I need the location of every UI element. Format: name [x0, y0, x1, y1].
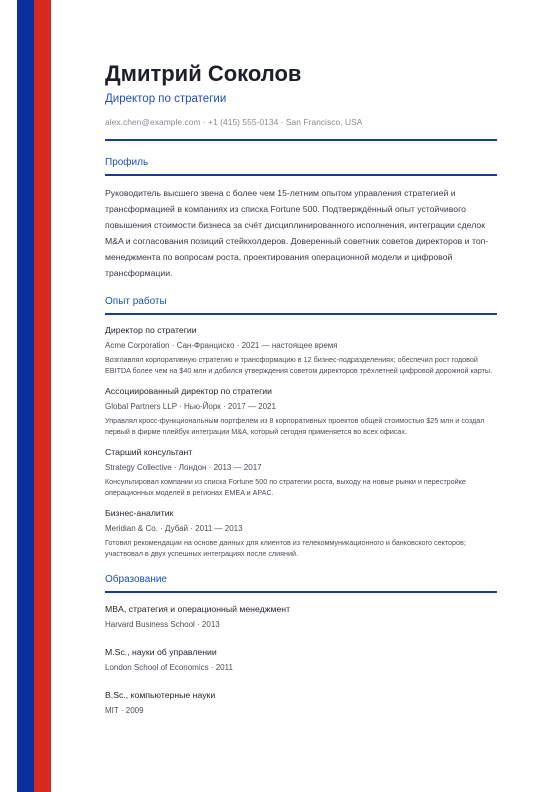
degree-title: MBA, стратегия и операционный менеджмент: [105, 604, 291, 614]
job-meta: Meridian & Co. · Дубай · 2011 — 2013: [105, 524, 243, 533]
job-title: Директор по стратегии: [105, 325, 197, 335]
job-entry: [105, 446, 497, 498]
profile-summary: Руководитель высшего звена с более чем 15-летним опытом управления стратегией и трансформацией в компаниях из списка Fortune 500. Подтверждённый опыт устойчивого повышения стоимости бизнеса за счёт дисциплинированного исполнения, интеграции сделок M&A и согласования позиций стейкхолдеров. Доверенный советник советов директоров и топ-менеджмента по вопросам роста, проектирования операционной модели и цифровой трансформации.: [105, 188, 489, 278]
profile-divider: [105, 174, 497, 176]
education-divider: [105, 591, 497, 593]
contact-line: alex.chen@example.com · +1 (415) 555-0134 · San Francisco, USA: [105, 117, 363, 127]
job-description: Возглавлял корпоративную стратегию и трансформацию в 12 бизнес-подразделениях; обеспечил рост годовой EBITDA более чем на $40 млн и добился утверждения советом директоров трёхлетней цифровой дорожной карты.: [105, 355, 493, 375]
education-entry: [105, 646, 497, 673]
degree-title: M.Sc., науки об управлении: [105, 647, 217, 657]
job-entry: [105, 385, 497, 437]
job-entry: [105, 507, 497, 559]
degree-meta: MIT · 2009: [105, 706, 144, 715]
resume-content: [105, 60, 497, 716]
candidate-name: Дмитрий Соколов: [105, 61, 302, 86]
experience-heading: Опыт работы: [105, 296, 167, 307]
job-meta: Acme Corporation · Сан-Франциско · 2021 — настоящее время: [105, 341, 338, 350]
candidate-title: Директор по стратегии: [105, 93, 227, 105]
job-description: Готовил рекомендации на основе данных для клиентов из телекоммуникационного и банковского секторов; участвовал в двух успешных интеграциях после слияний.: [105, 538, 466, 558]
education-heading: Образование: [105, 574, 167, 585]
degree-title: B.Sc., компьютерные науки: [105, 690, 216, 700]
job-title: Ассоциированный директор по стратегии: [105, 386, 272, 396]
job-meta: Strategy Collective · Лондон · 2013 — 2017: [105, 463, 262, 472]
degree-meta: London School of Economics · 2011: [105, 663, 233, 672]
job-entry: [105, 324, 497, 376]
job-title: Бизнес-аналитик: [105, 508, 174, 518]
experience-divider: [105, 313, 497, 315]
job-description: Консультировал компании из списка Fortune 500 по стратегии роста, выходу на новые рынки и перестройке операционных моделей в регионах EMEA и APAC.: [105, 477, 466, 497]
job-description: Управлял кросс-функциональным портфелем из 8 корпоративных проектов общей стоимостью $25 млн и создал первый в фирме плейбук интеграции M&A, который сегодня применяется во всех офисах.: [105, 416, 485, 436]
job-title: Старший консультант: [105, 447, 193, 457]
degree-meta: Harvard Business School · 2013: [105, 620, 220, 629]
job-meta: Global Partners LLP · Нью-Йорк · 2017 — 2021: [105, 402, 276, 411]
profile-heading: Профиль: [105, 157, 149, 168]
red-stripe: [34, 0, 51, 792]
education-entry: [105, 603, 497, 630]
education-entry: [105, 689, 497, 716]
header-divider: [105, 139, 497, 141]
blue-stripe: [17, 0, 34, 792]
